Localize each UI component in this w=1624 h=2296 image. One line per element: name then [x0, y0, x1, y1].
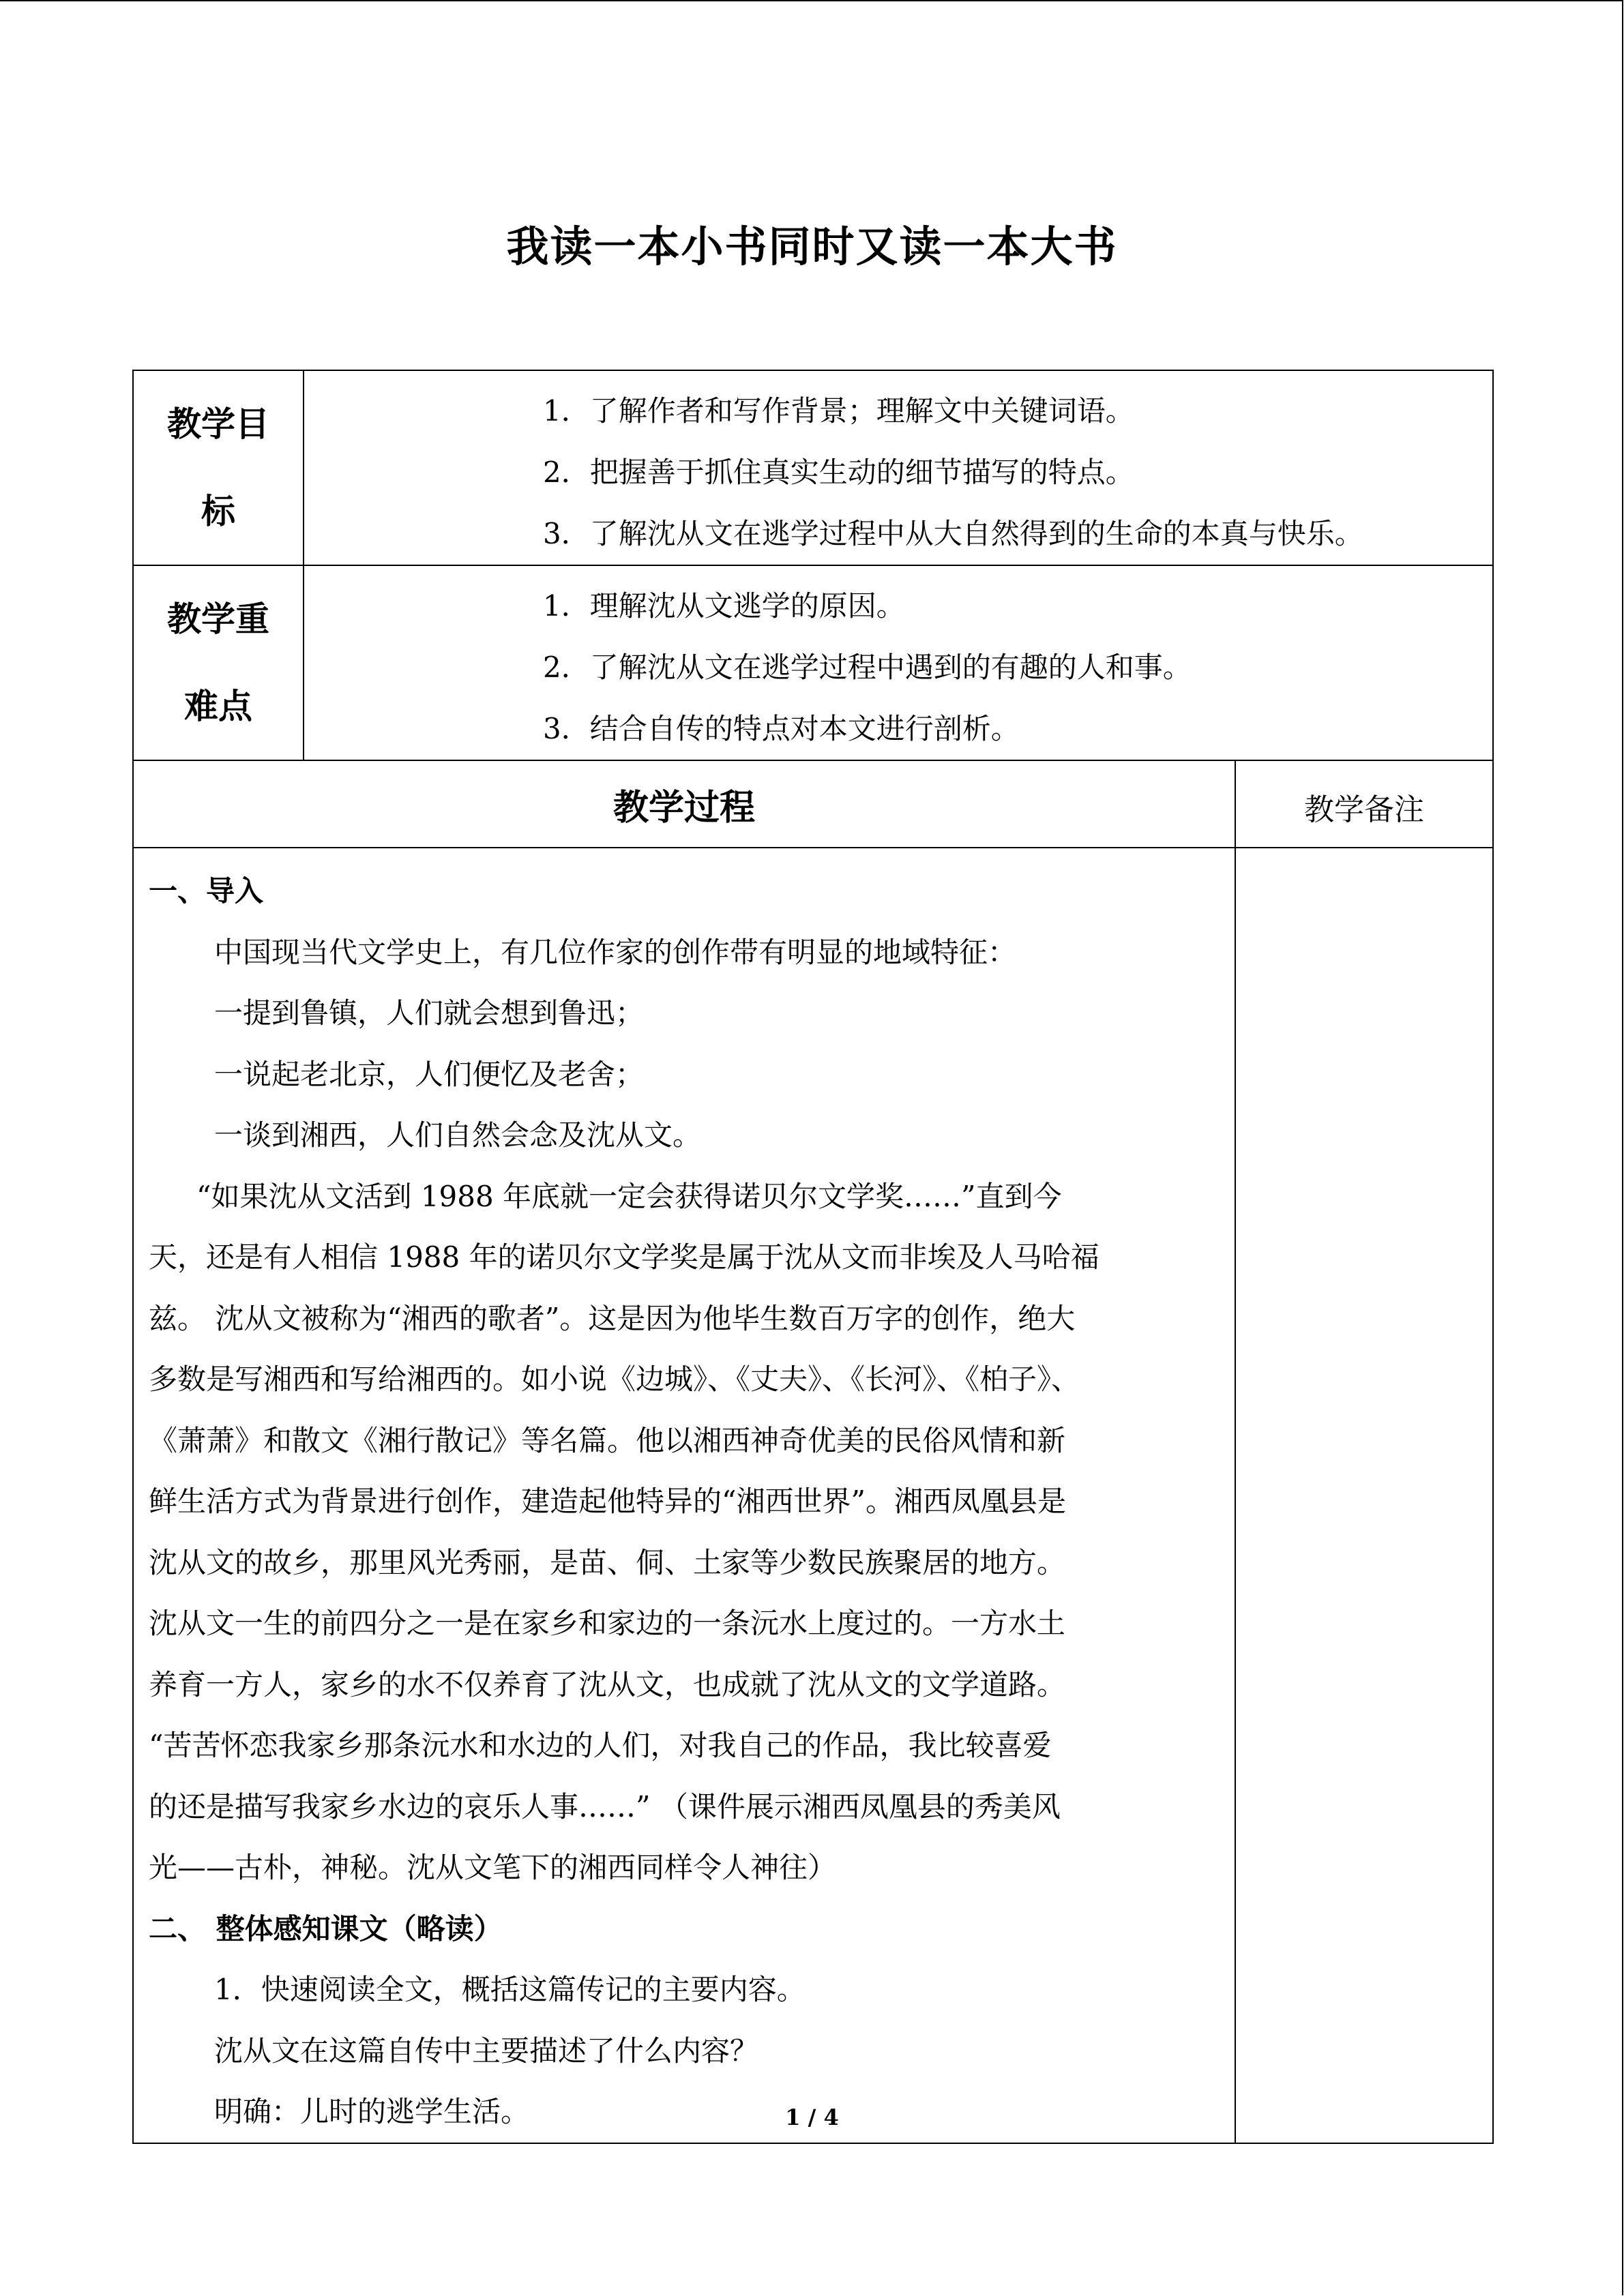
paragraph-line: 养育一方人，家乡的水不仅养育了沈从文，也成就了沈从文的文学道路。: [149, 1667, 1066, 1701]
paragraph-line: 一说起老北京，人们便忆及老舍；: [214, 1057, 645, 1091]
process-content: [133, 848, 1235, 2143]
process-header-row: [133, 760, 1493, 848]
process-body-row: [133, 848, 1493, 2143]
paragraph-line: 一谈到湘西，人们自然会念及沈从文。: [214, 1118, 702, 1152]
paragraph-line: 兹。 沈从文被称为“湘西的歌者”。这是因为他毕生数百万字的创作，绝大: [149, 1301, 1076, 1335]
paragraph-line: 鲜生活方式为背景进行创作，建造起他特异的“湘西世界”。湘西凤凰县是: [149, 1485, 1066, 1518]
section-heading: 二、 整体感知课文（略读）: [149, 1911, 503, 1945]
key-points-label: [133, 565, 304, 760]
notes-header: 教学备注: [1235, 760, 1493, 848]
notes-column: [1235, 848, 1493, 2143]
paragraph-line: 天，还是有人相信 1988 年的诺贝尔文学奖是属于沈从文而非埃及人马哈福: [149, 1240, 1099, 1274]
key-points-row: [133, 565, 1493, 760]
teaching-goals-label-line1: 教学目: [167, 404, 269, 444]
key-point-item: 3．结合自传的特点对本文进行剖析。: [543, 712, 1020, 745]
paragraph-line: 光——古朴，神秘。沈从文笔下的湘西同样令人神往）: [149, 1851, 837, 1884]
paragraph-line: 沈从文在这篇自传中主要描述了什么内容？: [214, 2033, 759, 2068]
key-points-label-line1: 教学重: [167, 599, 269, 639]
key-point-item: 1．理解沈从文逃学的原因。: [543, 589, 905, 623]
paragraph-line: 1．快速阅读全文，概括这篇传记的主要内容。: [214, 1973, 806, 2006]
paragraph-line: “苦苦怀恋我家乡那条沅水和水边的人们，对我自己的作品，我比较喜爱: [149, 1729, 1052, 1762]
lesson-plan-table: [132, 370, 1494, 2144]
goal-item: 1．了解作者和写作背景；理解文中关键词语。: [543, 394, 1134, 428]
paragraph-line: 《萧萧》和散文《湘行散记》等名篇。他以湘西神奇优美的民俗风情和新: [149, 1423, 1066, 1457]
teaching-goals-label-line2: 标: [201, 491, 235, 531]
paragraph-line: 沈从文的故乡，那里风光秀丽，是苗、侗、土家等少数民族聚居的地方。: [149, 1545, 1066, 1579]
paragraph-line: “如果沈从文活到 1988 年底就一定会获得诺贝尔文学奖……”直到今: [196, 1179, 1062, 1213]
teaching-goals-list: [304, 370, 1493, 565]
process-header: 教学过程: [133, 760, 1235, 848]
document-title: 我读一本小书同时又读一本大书: [506, 222, 1118, 271]
key-point-item: 2．了解沈从文在逃学过程中遇到的有趣的人和事。: [543, 651, 1192, 684]
teaching-goals-label: [133, 370, 304, 565]
teaching-goals-row: [133, 370, 1493, 565]
goal-item: 2．把握善于抓住真实生动的细节描写的特点。: [543, 456, 1134, 489]
paragraph-line: 的还是描写我家乡水边的哀乐人事……” （课件展示湘西凤凰县的秀美风: [149, 1789, 1061, 1823]
key-points-list: [304, 565, 1493, 760]
page-number: 1 / 4: [785, 2104, 839, 2130]
section-heading: 一、导入: [149, 874, 264, 908]
goal-item: 3．了解沈从文在逃学过程中从大自然得到的生命的本真与快乐。: [543, 517, 1363, 550]
paragraph-line: 沈从文一生的前四分之一是在家乡和家边的一条沅水上度过的。一方水土: [149, 1607, 1066, 1640]
paragraph-line: 多数是写湘西和写给湘西的。如小说《边城》、《丈夫》、《长河》、《柏子》、: [149, 1362, 1080, 1396]
key-points-label-line2: 难点: [184, 686, 252, 726]
paragraph-line: 一提到鲁镇，人们就会想到鲁迅；: [214, 996, 645, 1030]
paragraph-line: 明确：儿时的逃学生活。: [214, 2095, 530, 2128]
paragraph-line: 中国现当代文学史上，有几位作家的创作带有明显的地域特征：: [214, 935, 1017, 969]
